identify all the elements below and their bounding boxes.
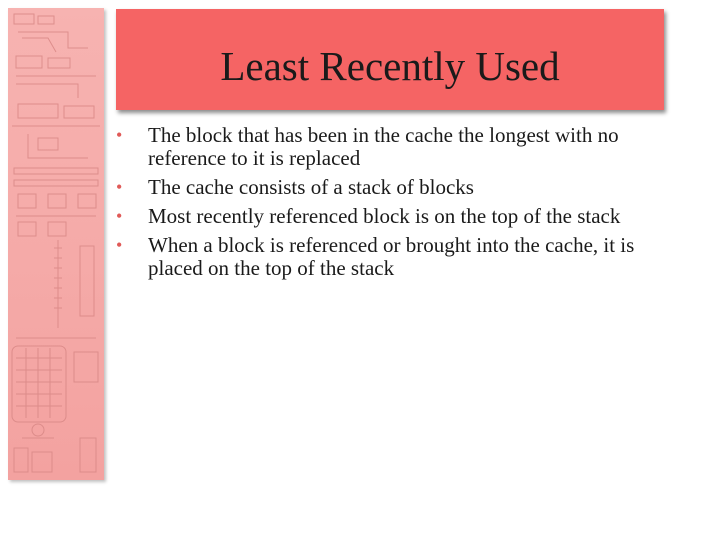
bullet-item bbox=[112, 205, 672, 228]
slide-title: Least Recently Used bbox=[220, 42, 560, 89]
bullet-list bbox=[112, 124, 672, 286]
bullet-symbol: • bbox=[116, 177, 123, 197]
bullet-symbol: • bbox=[116, 235, 123, 255]
bullet-text: The cache consists of a stack of blocks bbox=[148, 175, 474, 199]
bullet-text: Most recently referenced block is on the top of the stack bbox=[148, 204, 621, 228]
circuit-diagram-watermark bbox=[8, 8, 104, 480]
bullet-symbol: • bbox=[116, 206, 123, 226]
bullet-item bbox=[112, 124, 672, 170]
bullet-text: The block that has been in the cache the longest with no reference to it is replaced bbox=[148, 123, 619, 170]
title-banner bbox=[116, 9, 664, 110]
decorative-side-panel bbox=[8, 8, 104, 480]
bullet-item bbox=[112, 176, 672, 199]
bullet-item bbox=[112, 234, 672, 280]
bullet-text: When a block is referenced or brought into the cache, it is placed on the top of the stack bbox=[148, 233, 635, 280]
bullet-symbol: • bbox=[116, 125, 123, 145]
